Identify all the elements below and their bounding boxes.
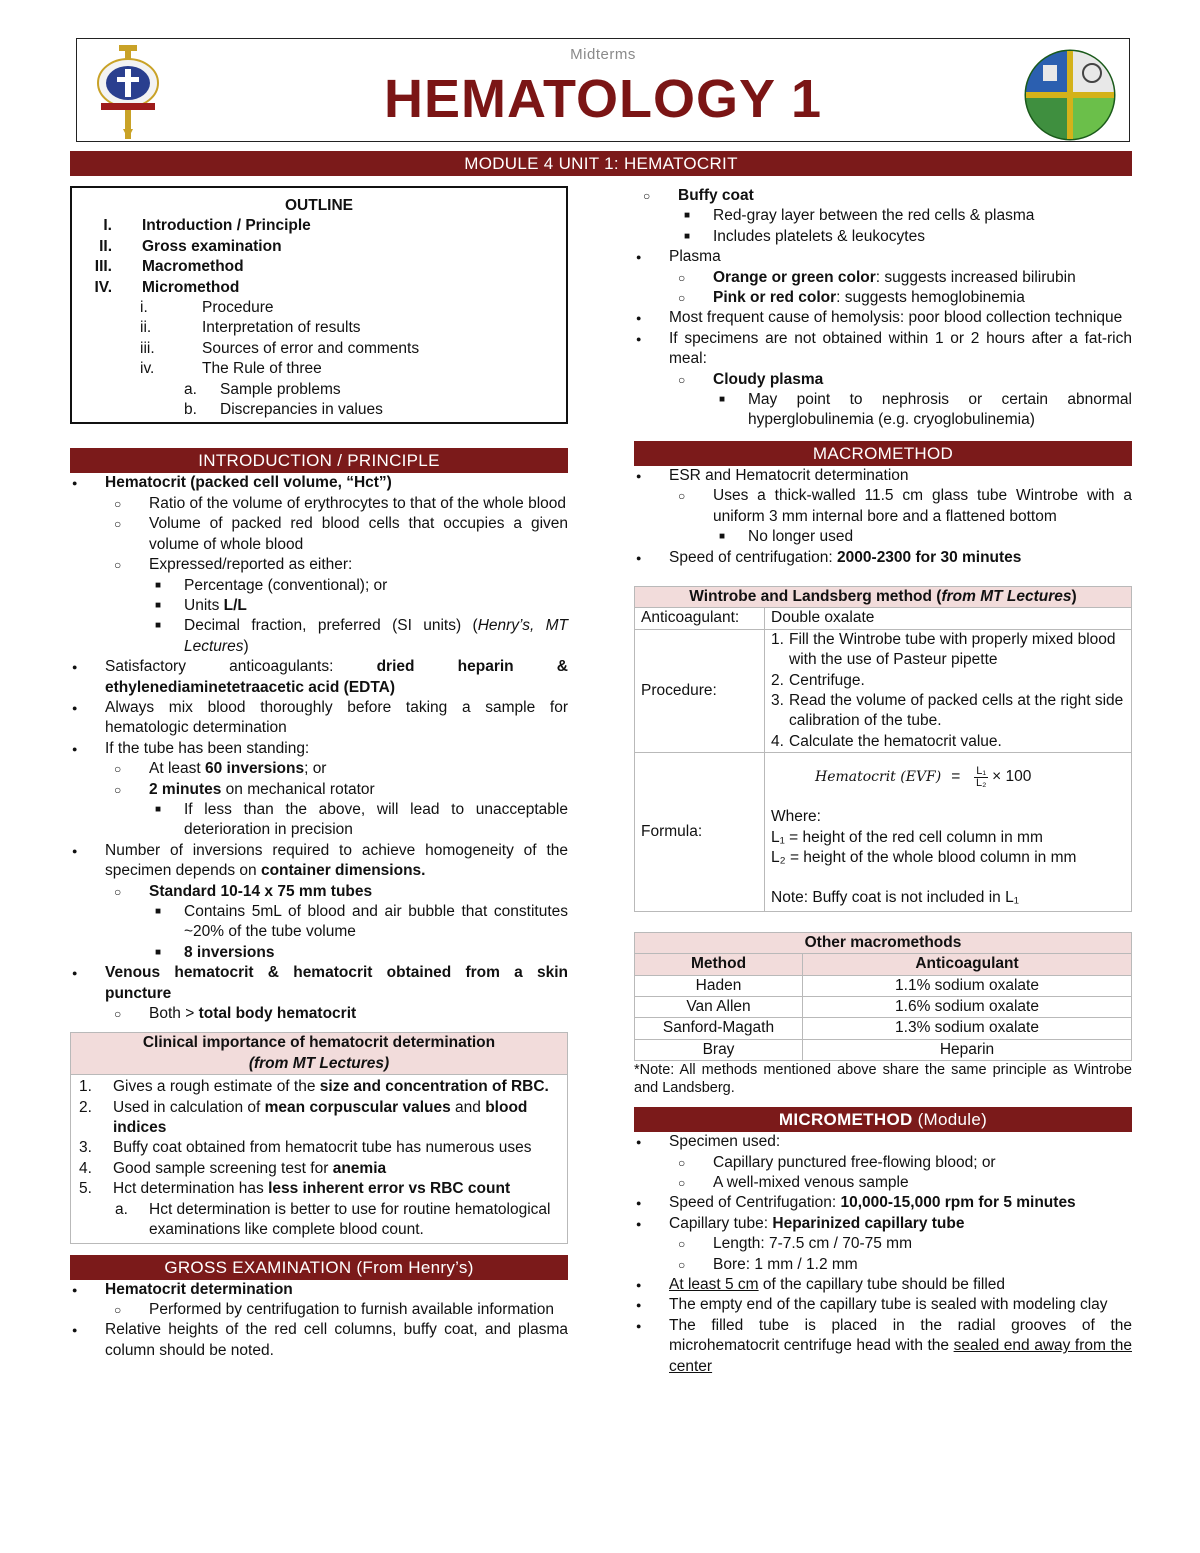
header-title: HEMATOLOGY 1	[383, 69, 823, 129]
list-item: ● The filled tube is placed in the radial grooves of the microhematocrit centrifuge head with the sealed end away from the center	[634, 1316, 1132, 1377]
list-item: ■ Decimal fraction, preferred (SI units) (Henry’s, MT Lectures)	[149, 616, 568, 657]
buffy-list	[634, 186, 1132, 247]
list-item: ● At least 5 cm of the capillary tube should be filled	[634, 1275, 1132, 1295]
list-item: 2. Used in calculation of mean corpuscular values and blood indices	[79, 1098, 528, 1137]
table-row: Haden 1.1% sodium oxalate	[635, 975, 1132, 996]
procedure-label: Procedure:	[635, 629, 765, 752]
table-row: Bray Heparin	[635, 1039, 1132, 1060]
right-column	[634, 186, 1132, 1377]
clinical-importance-table	[70, 1032, 568, 1243]
left-column	[70, 186, 568, 1361]
list-item: ■ Contains 5mL of blood and air bubble that constitutes ~20% of the tube volume	[149, 902, 568, 943]
list-item: ● Venous hematocrit & hematocrit obtained from a skin puncture ○ Both > total body hematocrit	[70, 963, 568, 1024]
list-item: ● If specimens are not obtained within 1 or 2 hours after a fat-rich meal: ○ Cloudy plasma ■ May point to nephrosis or certain abnormal hyperglobulinemia (e.g. cryoglobulinemia)	[634, 329, 1132, 431]
list-item: ○ Volume of packed red blood cells that occupies a given volume of whole blood	[105, 514, 568, 555]
list-item: ■ Units L/L	[149, 596, 568, 616]
list-item: ■ Red-gray layer between the red cells & plasma	[678, 206, 1132, 226]
list-item: 3. Buffy coat obtained from hematocrit tube has numerous uses	[79, 1139, 532, 1157]
section-intro-bar: INTRODUCTION / PRINCIPLE	[70, 448, 568, 473]
clinical-table-header: Clinical importance of hematocrit determination (from MT Lectures)	[71, 1033, 568, 1075]
list-item: ○ Standard 10-14 x 75 mm tubes ■ Contains 5mL of blood and air bubble that constitutes ~20% of the tube volume ■ 8 inversions	[105, 882, 568, 964]
list-item: ○ Buffy coat ■ Red-gray layer between the red cells & plasma ■ Includes platelets & leukocytes	[634, 186, 1132, 247]
formula-note: Note: Buffy coat is not included in L₁	[771, 889, 1019, 907]
column-header-method: Method	[635, 954, 803, 975]
list-item: ● ESR and Hematocrit determination ○ Uses a thick-walled 11.5 cm glass tube Wintrobe with a uniform 3 mm internal bore and a flattened bottom ■ No longer used	[634, 466, 1132, 548]
outline-box	[70, 186, 568, 424]
column-header-anticoagulant: Anticoagulant	[803, 954, 1132, 975]
list-item: ● Speed of centrifugation: 2000-2300 for 30 minutes	[634, 548, 1132, 568]
other-methods-note: *Note: All methods mentioned above share the same principle as Wintrobe and Landsberg.	[634, 1062, 1132, 1097]
other-table-header: Other macromethods	[635, 932, 1132, 953]
plasma-list	[634, 247, 1132, 431]
list-item: ○ Bore: 1 mm / 1.2 mm	[669, 1255, 1132, 1275]
outline-subsubitem: b. Discrepancies in values	[184, 401, 383, 419]
list-item: ■ 8 inversions	[149, 943, 568, 963]
outline-subitem: i. Procedure	[140, 299, 274, 317]
list-item: ○ At least 60 inversions; or	[105, 759, 568, 779]
outline-item: IV. Micromethod	[94, 278, 240, 296]
list-item: ● Hematocrit (packed cell volume, “Hct”) ○ Ratio of the volume of erythrocytes to that of the whole blood ○ Volume of packed red blood cells that occupies a given volume of whole blood ○ Expressed/reported as either: ■ Percentage (conventional); or ■ Units L/L ■ Decimal fraction, preferred (SI units) (Henry’s, MT Lectures)	[70, 473, 568, 657]
list-item: ● Always mix blood thoroughly before taking a sample for hematologic determination	[70, 698, 568, 739]
wintrobe-table	[634, 586, 1132, 912]
list-item: ■ Percentage (conventional); or	[149, 576, 568, 596]
outline-subitem: iv. The Rule of three	[140, 360, 322, 378]
list-item: ■ If less than the above, will lead to unacceptable deterioration in precision	[149, 800, 568, 841]
list-item: ● Number of inversions required to achieve homogeneity of the specimen depends on container dimensions. ○ Standard 10-14 x 75 mm tubes ■ Contains 5mL of blood and air bubble that constitutes ~20% of the tube volume ■ 8 inversions	[70, 841, 568, 963]
list-item: ○ Orange or green color: suggests increased bilirubin	[669, 268, 1132, 288]
list-item: ● Relative heights of the red cell columns, buffy coat, and plasma column should be noted.	[70, 1320, 568, 1361]
formula-l2: L₂ = height of the whole blood column in mm	[771, 848, 1077, 866]
list-item: 3. Read the volume of packed cells at the right side calibration of the tube.	[771, 691, 1124, 730]
outline-item: III. Macromethod	[94, 258, 244, 276]
list-item: ■ May point to nephrosis or certain abnormal hyperglobulinemia (e.g. cryoglobulinemia)	[713, 390, 1132, 431]
list-item: ● Plasma ○ Orange or green color: suggests increased bilirubin ○ Pink or red color: suggests hemoglobinemia	[634, 247, 1132, 308]
formula-label: Formula:	[635, 753, 765, 912]
list-item: 5. Hct determination has less inherent error vs RBC count a. Hct determination is better to use for routine hematological examinations like complete blood count.	[79, 1180, 551, 1239]
list-item: 4. Good sample screening test for anemia	[79, 1159, 387, 1177]
outline-title: OUTLINE	[284, 197, 354, 214]
macro-list	[634, 466, 1132, 568]
micro-list	[634, 1132, 1132, 1377]
section-macro-bar: MACROMETHOD	[634, 441, 1132, 466]
list-item: ○ Capillary punctured free-flowing blood; or	[669, 1153, 1132, 1173]
list-item: ○ Cloudy plasma ■ May point to nephrosis or certain abnormal hyperglobulinemia (e.g. cryoglobulinemia)	[669, 370, 1132, 431]
anticoagulant-value: Double oxalate	[765, 608, 1132, 629]
list-item: ● Most frequent cause of hemolysis: poor blood collection technique	[634, 308, 1132, 328]
list-item: ○ 2 minutes on mechanical rotator ■ If less than the above, will lead to unacceptable deterioration in precision	[105, 780, 568, 841]
page-header	[76, 38, 1130, 142]
outline-subsubitem: a. Sample problems	[184, 380, 341, 398]
procedure-steps	[765, 629, 1132, 752]
outline-item: I. Introduction / Principle	[103, 217, 311, 235]
formula-l1: L₁ = height of the red cell column in mm	[771, 828, 1043, 846]
list-item: ○ Both > total body hematocrit	[105, 1004, 568, 1024]
intro-list	[70, 473, 568, 1024]
list-item: ● Hematocrit determination ○ Performed by centrifugation to furnish available information	[70, 1280, 568, 1321]
wintrobe-table-header: Wintrobe and Landsberg method (from MT Lectures)	[635, 586, 1132, 607]
gross-list	[70, 1280, 568, 1362]
list-item: 2. Centrifuge.	[771, 671, 865, 689]
list-item: 4. Calculate the hematocrit value.	[771, 732, 1002, 750]
list-item: ○ Pink or red color: suggests hemoglobinemia	[669, 288, 1132, 308]
list-item: ○ Length: 7-7.5 cm / 70-75 mm	[669, 1234, 1132, 1254]
list-item: ○ A well-mixed venous sample	[669, 1173, 1132, 1193]
outline-subitem: ii. Interpretation of results	[140, 319, 361, 337]
table-row: Sanford-Magath 1.3% sodium oxalate	[635, 1018, 1132, 1039]
section-micro-bar: MICROMETHOD (Module)	[634, 1107, 1132, 1132]
formula: Hematocrit (EVF) = $\frac{\text{L₁}}{\text{L₂}}$ × 100	[815, 764, 1032, 789]
list-item: ○ Uses a thick-walled 11.5 cm glass tube Wintrobe with a uniform 3 mm internal bore and a flattened bottom ■ No longer used	[669, 486, 1132, 547]
list-item: ● Capillary tube: Heparinized capillary tube ○ Length: 7-7.5 cm / 70-75 mm ○ Bore: 1 mm / 1.2 mm	[634, 1214, 1132, 1275]
list-item: 1. Gives a rough estimate of the size and concentration of RBC.	[79, 1078, 549, 1096]
module-title-bar: MODULE 4 UNIT 1: HEMATOCRIT	[70, 151, 1132, 176]
formula-where: Where:	[771, 808, 821, 826]
college-emblem-logo	[1019, 49, 1121, 141]
outline-item: II. Gross examination	[99, 237, 282, 255]
other-macromethods-table	[634, 932, 1132, 1061]
list-item: ■ No longer used	[713, 527, 1132, 547]
list-item: ● The empty end of the capillary tube is sealed with modeling clay	[634, 1295, 1132, 1315]
section-gross-bar: GROSS EXAMINATION (From Henry’s)	[70, 1255, 568, 1280]
list-item: ● Speed of Centrifugation: 10,000-15,000 rpm for 5 minutes	[634, 1193, 1132, 1213]
list-item: ○ Performed by centrifugation to furnish available information	[105, 1300, 568, 1320]
list-item: ● Specimen used: ○ Capillary punctured free-flowing blood; or ○ A well-mixed venous sample	[634, 1132, 1132, 1193]
header-subtitle: Midterms	[570, 46, 636, 63]
list-item: 1. Fill the Wintrobe tube with properly mixed blood with the use of Pasteur pipette	[771, 630, 1116, 669]
list-item: ● If the tube has been standing: ○ At least 60 inversions; or ○ 2 minutes on mechanical rotator ■ If less than the above, will lead to unacceptable deterioration in precision	[70, 739, 568, 841]
list-item: ● Satisfactory anticoagulants: dried heparin & ethylenediaminetetraacetic acid (EDTA)	[70, 657, 568, 698]
list-item: ■ Includes platelets & leukocytes	[678, 227, 1132, 247]
anticoagulant-label: Anticoagulant:	[635, 608, 765, 629]
formula-cell	[765, 753, 1132, 912]
list-item: ○ Ratio of the volume of erythrocytes to that of the whole blood	[105, 494, 568, 514]
outline-subitem: iii. Sources of error and comments	[140, 339, 420, 357]
list-item: ○ Expressed/reported as either: ■ Percentage (conventional); or ■ Units L/L ■ Decimal fraction, preferred (SI units) (Henry’s, MT Lectures)	[105, 555, 568, 657]
table-row: Van Allen 1.6% sodium oxalate	[635, 997, 1132, 1018]
